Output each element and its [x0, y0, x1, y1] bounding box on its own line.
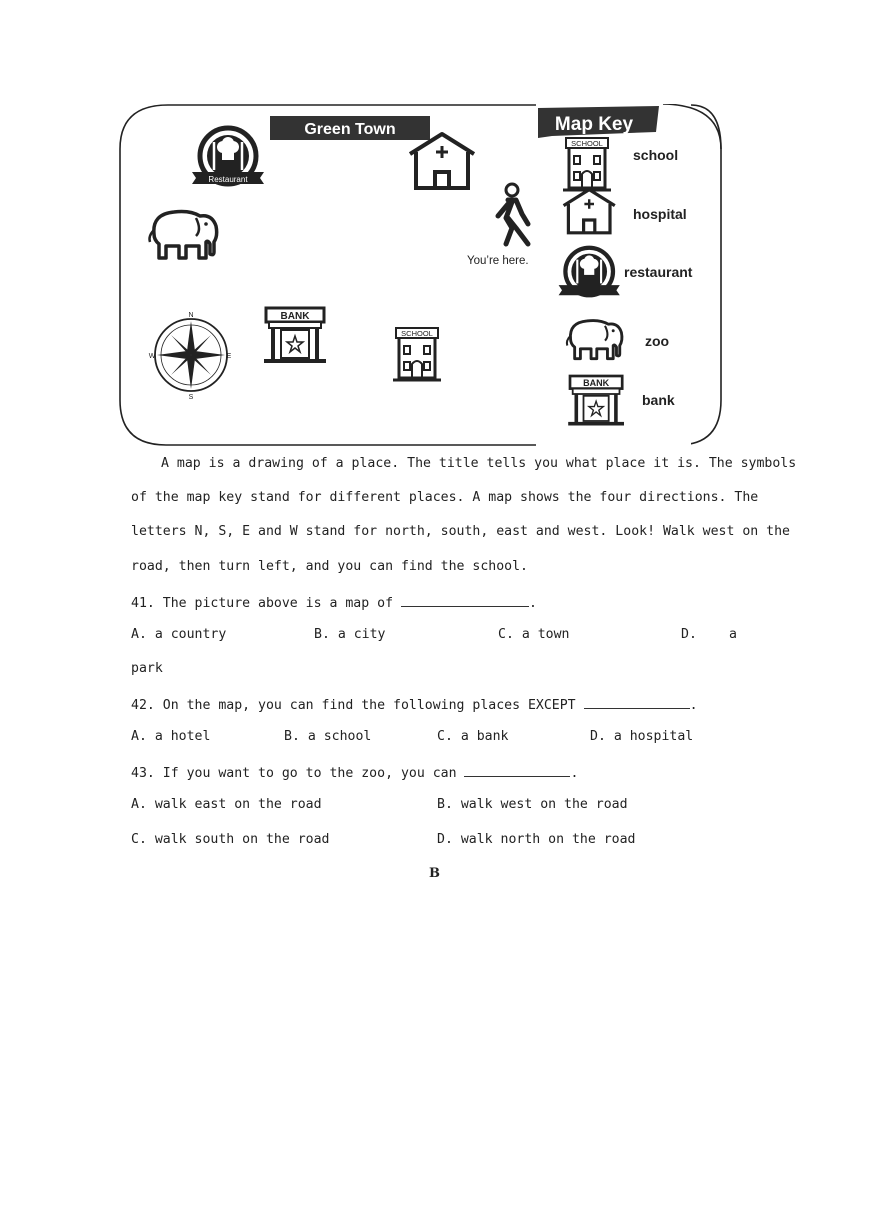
compass-rose-icon — [149, 312, 232, 401]
map-title: Green Town — [304, 121, 396, 138]
passage-line-4: road, then turn left, and you can find the school. — [131, 559, 528, 574]
svg-text:SCHOOL: SCHOOL — [401, 329, 433, 338]
svg-text:W: W — [148, 353, 156, 360]
elephant-icon — [150, 212, 217, 259]
option-41-d-text-a: a — [729, 627, 737, 642]
answer-blank-42 — [584, 696, 690, 709]
key-label-hospital: hospital — [633, 206, 687, 222]
svg-text:Restaurant: Restaurant — [208, 175, 248, 184]
person-walking-icon — [498, 184, 528, 244]
option-42-a: A. a hotel — [131, 729, 211, 744]
passage-line-3: letters N, S, E and W stand for north, south, east and west. Look! Walk west on the — [131, 524, 790, 539]
passage-line-2: of the map key stand for different places. A map shows the four directions. The — [131, 490, 759, 505]
question-42-stem: 42. On the map, you can find the following places EXCEPT — [131, 698, 576, 713]
option-43-b: B. walk west on the road — [437, 797, 628, 812]
option-42-b: B. a school — [284, 729, 372, 744]
passage-line-1: A map is a drawing of a place. The title tells you what place it is. The symbols — [161, 456, 797, 471]
option-41-a: A. a country — [131, 627, 227, 642]
key-label-school: school — [633, 147, 679, 163]
option-41-c: C. a town — [498, 627, 570, 642]
svg-text:N: N — [188, 312, 194, 319]
map-key-title: Map Key — [554, 114, 634, 135]
svg-text:S: S — [188, 394, 194, 401]
green-town-map — [118, 104, 723, 446]
question-43: 43. If you want to go to the zoo, you can . — [131, 766, 579, 781]
hospital-icon — [410, 134, 474, 188]
question-41: 41. The picture above is a map of . — [131, 596, 537, 611]
svg-text:BANK: BANK — [280, 311, 310, 322]
svg-text:BANK: BANK — [583, 377, 610, 388]
key-label-zoo: zoo — [645, 333, 670, 349]
option-43-a: A. walk east on the road — [131, 797, 322, 812]
section-label: B — [429, 866, 440, 881]
answer-blank-43 — [464, 764, 570, 777]
option-42-c: C. a bank — [437, 729, 509, 744]
option-42-d: D. a hospital — [590, 729, 694, 744]
option-41-d-text-park: park — [131, 661, 163, 676]
svg-text:SCHOOL: SCHOOL — [571, 139, 603, 148]
question-42: 42. On the map, you can find the following places EXCEPT . — [131, 698, 698, 713]
key-label-restaurant: restaurant — [624, 264, 693, 280]
answer-blank-41 — [401, 594, 529, 607]
school-icon — [393, 328, 441, 380]
svg-text:E: E — [226, 353, 232, 360]
key-label-bank: bank — [642, 392, 675, 408]
question-41-stem: 41. The picture above is a map of — [131, 596, 394, 611]
option-41-b: B. a city — [314, 627, 386, 642]
restaurant-icon — [192, 128, 264, 184]
bank-icon — [264, 308, 326, 363]
option-43-c: C. walk south on the road — [131, 832, 330, 847]
question-43-stem: 43. If you want to go to the zoo, you can — [131, 766, 457, 781]
option-41-d: D. — [681, 627, 697, 642]
option-43-d: D. walk north on the road — [437, 832, 636, 847]
you-are-here-label: You’re here. — [467, 255, 529, 267]
